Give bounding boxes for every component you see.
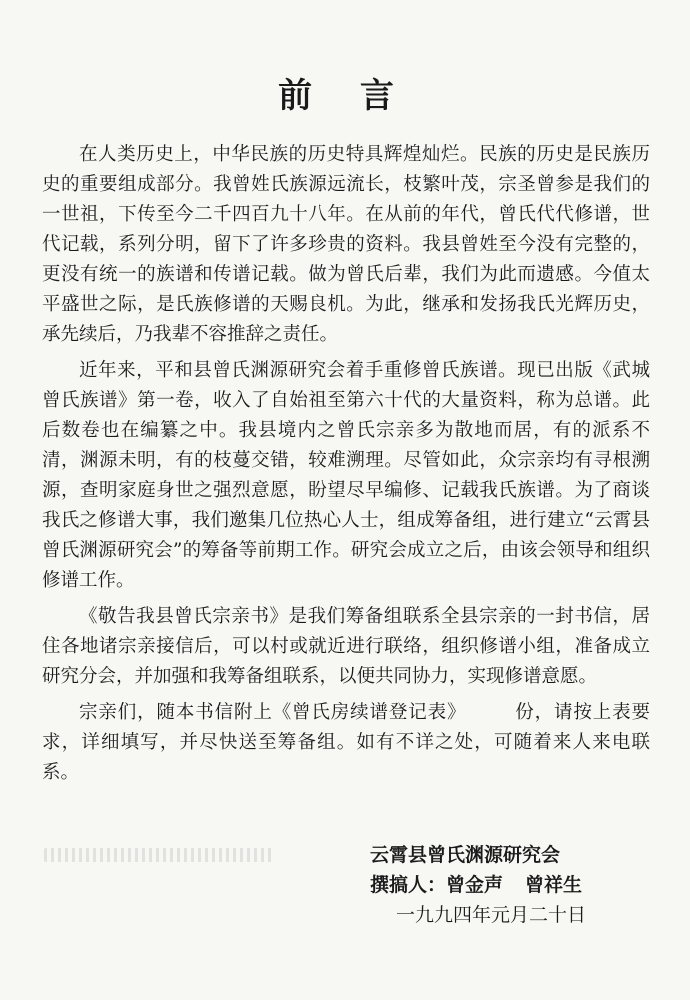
signature-organization: 云霄县曾氏渊源研究会: [370, 844, 561, 866]
paragraph-3: 《敬告我县曾氏宗亲书》是我们筹备组联系全县宗亲的一封书信，居住各地诸宗亲接信后，可以村或就近进行联络，组织修谱小组，准备成立研究分会，并加强和我筹备组联系，以便共同协力，实现修谱意愿。: [42, 606, 650, 687]
author-2: 曾祥生: [525, 874, 583, 896]
signature-authors: [370, 870, 650, 900]
signature-date: 一九九四年元月二十日: [396, 904, 587, 926]
scan-artifact: [44, 848, 274, 862]
document-body: [42, 140, 650, 794]
page-title: 前 言: [278, 76, 412, 116]
paragraph-2: 近年来，平和县曾氏渊源研究会着手重修曾氏族谱。现已出版《武城曾氏族谱》第一卷，收入了自始祖至第六十代的大量资料，称为总谱。此后数卷也在编纂之中。我县境内之曾氏宗亲多为散地而居，有的派系不清，渊源未明，有的枝蔓交错，较难溯理。尽管如此，众宗亲均有寻根溯源，查明家庭身世之强烈意愿，盼望尽早编修、记载我氏族谱。为了商谈我氏之修谱大事，我们邀集几位热心人士，组成筹备组，进行建立“云霄县曾氏渊源研究会”的筹备等前期工作。研究会成立之后，由该会领导和组织修谱工作。: [42, 360, 650, 591]
paragraph-4-after-gap: 份，请按上表要求，详细填写，并尽快送至筹备组。如有不详之处，可随着来人来电联系。: [42, 702, 650, 783]
paragraph-1: 在人类历史上，中华民族的历史特具辉煌灿烂。民族的历史是民族历史的重要组成部分。我曾姓氏族源远流长，枝繁叶茂，宗圣曾参是我们的一世祖，下传至今二千四百九十八年。在从前的年代，曾氏代代修谱，世代记载，系列分明，留下了许多珍贵的资料。我县曾姓至今没有完整的，更没有统一的族谱和传谱记载。做为曾氏后辈，我们为此而遗感。今值太平盛世之际，是氏族修谱的天赐良机。为此，继承和发扬我氏光辉历史，承先续后，乃我辈不容推辞之责任。: [42, 144, 650, 345]
author-label: 撰搞人：: [370, 874, 447, 896]
author-1: 曾金声: [446, 874, 504, 896]
paragraph-4-before-gap: 宗亲们，随本书信附上《曾氏房续谱登记表》: [79, 702, 467, 723]
paragraph-4: [42, 698, 650, 788]
signature-block: [370, 840, 650, 930]
